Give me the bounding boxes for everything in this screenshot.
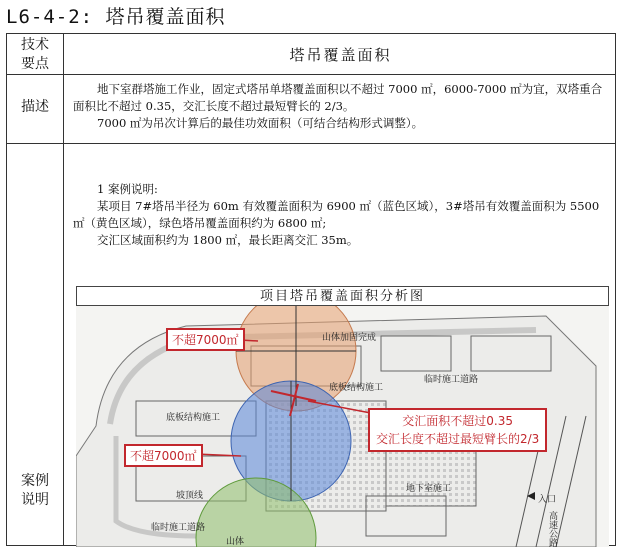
case-heading: 1 案例说明:: [97, 182, 158, 196]
case-paragraph: 交汇区域面积约为 1800 ㎡，最长距离交汇 35m。: [97, 233, 359, 247]
describe-text: [73, 81, 607, 132]
header-label: 技术 要点: [21, 37, 49, 72]
row-divider: [7, 143, 615, 144]
callout-left: 不超7000㎡: [124, 444, 203, 467]
header-column-title: 塔吊覆盖面积: [289, 46, 392, 64]
row-divider: [7, 74, 615, 75]
map-label: 地下室施工: [406, 484, 452, 494]
map-label: 临时施工道路: [151, 523, 206, 533]
spec-table: [6, 33, 616, 546]
callout-right-line1: 交汇面积不超过0.35: [402, 414, 514, 428]
map-label: 山体加固完成: [322, 333, 377, 343]
site-plan-figure: [76, 306, 609, 547]
map-label: 山体: [226, 537, 245, 547]
describe-label: 描述: [21, 99, 49, 115]
page-title: L6-4-2: 塔吊覆盖面积: [6, 6, 226, 28]
describe-paragraph: 地下室群塔施工作业，固定式塔吊单塔覆盖面积以不超过 7000 ㎡，6000-7000 ㎡为宜，双塔重合面积比不超过 0.35，交汇长度不超过最短臂长的 2/3。: [73, 82, 603, 113]
map-label: 坡顶线: [176, 491, 204, 501]
map-label: 临时施工道路: [424, 375, 479, 385]
map-label: 底板结构施工: [166, 413, 221, 423]
case-paragraph: 某项目 7#塔吊半径为 60m 有效覆盖面积为 6900 ㎡（蓝色区域），3#塔吊有效覆盖面积为 5500 ㎡（黄色区域），绿色塔吊覆盖面积约为 6800 ㎡;: [73, 199, 600, 230]
figure-title: 项目塔吊覆盖面积分析图: [76, 286, 609, 306]
callout-top: 不超7000㎡: [166, 328, 245, 351]
case-text: [73, 181, 607, 249]
case-label: 案例 说明: [21, 473, 49, 508]
callout-right: [368, 408, 547, 452]
map-label: 入口: [538, 495, 557, 505]
map-label: 底板结构施工: [329, 383, 384, 393]
map-label: 高速公路: [547, 511, 557, 547]
callout-right-line2: 交汇长度不超过最短臂长的2/3: [376, 432, 540, 446]
column-divider: [63, 34, 64, 545]
describe-paragraph: 7000 ㎡为吊次计算后的最佳功效面积（可结合结构形式调整）。: [97, 116, 424, 130]
